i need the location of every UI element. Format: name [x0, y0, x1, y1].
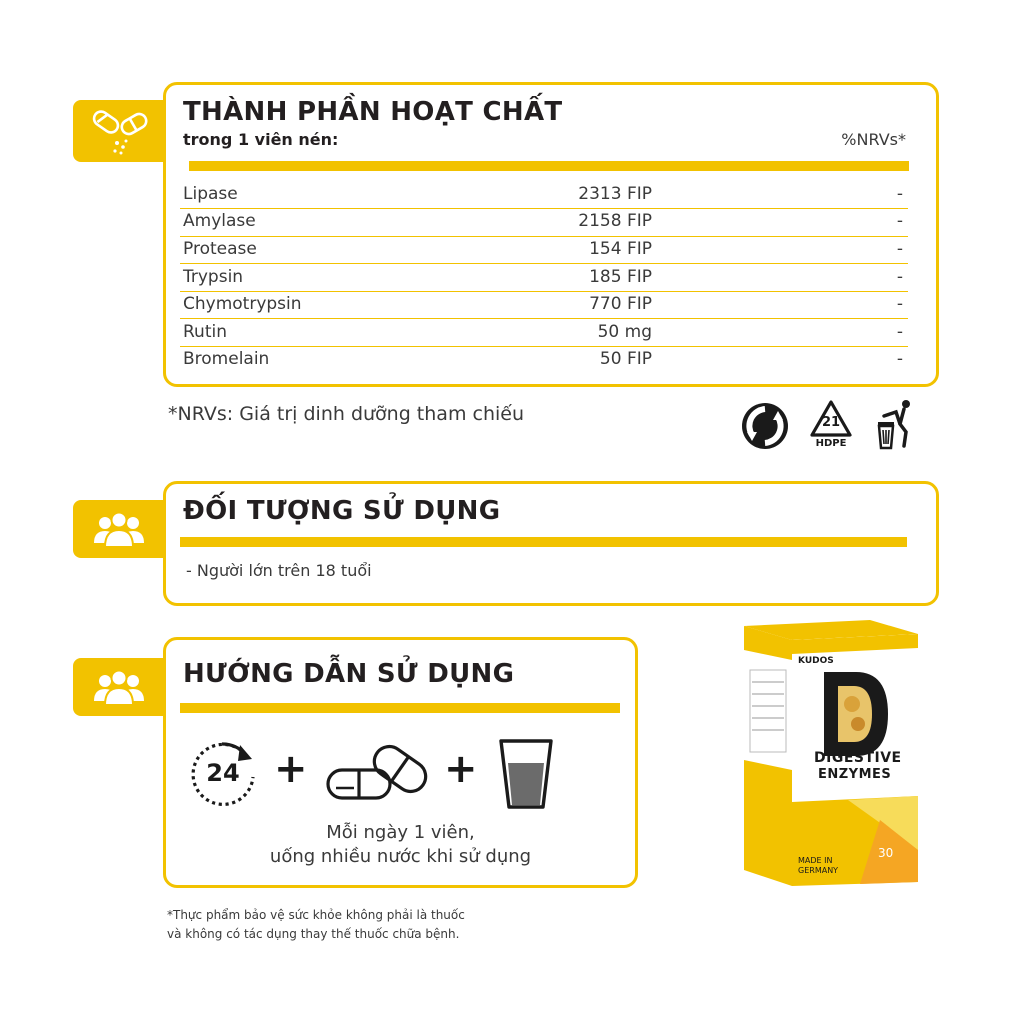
ingredients-card — [163, 82, 939, 387]
row-divider — [180, 318, 908, 319]
product-name-line2: ENZYMES — [818, 767, 892, 782]
trash-bin-icon — [874, 398, 918, 450]
product-brand: KUDOS — [798, 656, 834, 666]
disclaimer-line1: *Thực phẩm bảo vệ sức khỏe không phải là thuốc — [167, 908, 465, 922]
ingredient-amount: 2158 FIP — [578, 211, 652, 231]
usage-tab — [73, 658, 165, 716]
ingredient-amount: 185 FIP — [589, 267, 652, 287]
row-divider — [180, 263, 908, 264]
nrv-footnote: *NRVs: Giá trị dinh dưỡng tham chiếu — [168, 403, 524, 425]
row-divider — [180, 291, 908, 292]
people-icon — [91, 509, 147, 549]
plus-sign: + — [444, 746, 478, 792]
people-icon — [91, 667, 147, 707]
target-bar — [180, 537, 907, 547]
ingredients-title: THÀNH PHẦN HOẠT CHẤT — [183, 97, 563, 127]
usage-line2: uống nhiều nước khi sử dụng — [269, 846, 532, 867]
clock-24h-icon — [186, 737, 260, 811]
ingredient-nrv: - — [896, 239, 903, 259]
usage-line1: Mỗi ngày 1 viên, — [326, 822, 475, 843]
usage-bar — [180, 703, 620, 713]
product-box — [740, 620, 920, 890]
ingredients-tab — [73, 100, 165, 162]
plus-sign: + — [274, 746, 308, 792]
ingredient-nrv: - — [896, 322, 903, 342]
ingredient-amount: 2313 FIP — [578, 184, 652, 204]
usage-title: HƯỚNG DẪN SỬ DỤNG — [183, 659, 515, 689]
ingredient-name: Chymotrypsin — [183, 294, 302, 314]
recycle-hdpe-icon — [808, 399, 854, 453]
ingredient-nrv: - — [896, 184, 903, 204]
green-dot-icon — [740, 401, 790, 451]
ingredients-bar — [189, 161, 909, 171]
ingredient-amount: 154 FIP — [589, 239, 652, 259]
target-tab — [73, 500, 165, 558]
ingredient-nrv: - — [896, 211, 903, 231]
made-in-country: GERMANY — [798, 866, 839, 875]
ingredient-name: Protease — [183, 239, 257, 259]
target-title: ĐỐI TƯỢNG SỬ DỤNG — [183, 496, 501, 526]
ingredient-amount: 50 FIP — [599, 349, 652, 369]
ingredient-name: Rutin — [183, 322, 227, 342]
ingredient-name: Lipase — [183, 184, 238, 204]
ingredient-name: Trypsin — [183, 267, 244, 287]
made-in-label: MADE IN — [798, 856, 833, 865]
row-divider — [180, 236, 908, 237]
ingredient-name: Bromelain — [183, 349, 270, 369]
disclaimer-line2: và không có tác dụng thay thế thuốc chữa bệnh. — [167, 927, 460, 941]
capsule-count: 30 — [878, 846, 894, 860]
row-divider — [180, 208, 908, 209]
resin-code-label: HDPE — [815, 438, 847, 449]
capsule-pill-icon — [322, 740, 430, 806]
water-glass-icon — [497, 737, 555, 811]
ingredient-name: Amylase — [183, 211, 256, 231]
ingredient-nrv: - — [896, 294, 903, 314]
product-name-line1: DIGESTIVE — [814, 750, 902, 766]
capsule-icon — [87, 105, 151, 157]
clock-label: 24 — [206, 759, 240, 787]
target-text: - Người lớn trên 18 tuổi — [186, 561, 372, 580]
nrv-header: %NRVs* — [841, 130, 906, 149]
ingredient-nrv: - — [896, 267, 903, 287]
resin-code-number: 21 — [821, 415, 841, 430]
ingredient-amount: 50 mg — [597, 322, 652, 342]
row-divider — [180, 346, 908, 347]
ingredient-nrv: - — [896, 349, 903, 369]
ingredients-subtitle: trong 1 viên nén: — [183, 130, 339, 149]
ingredient-amount: 770 FIP — [589, 294, 652, 314]
